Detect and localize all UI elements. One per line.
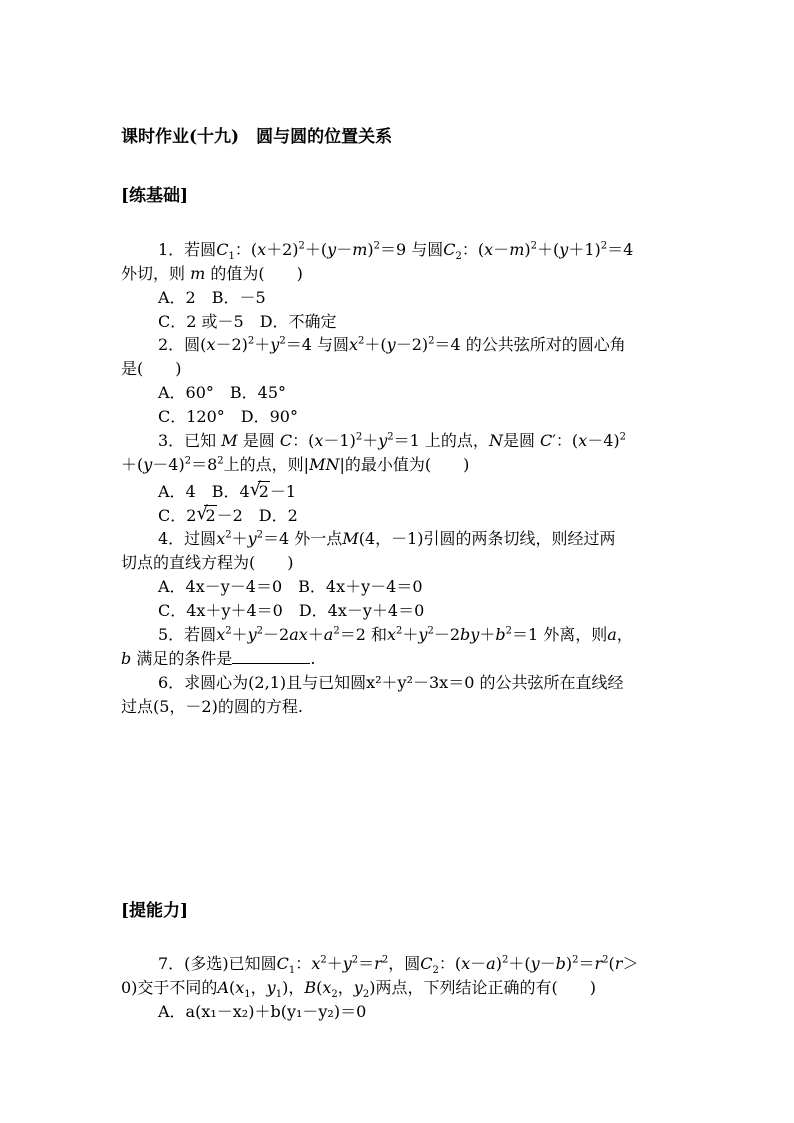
question-3-line-1: 3．已知 M 是圆 C：$(x-1)^2+y^2=1$ 上的点，N是圆 C′：$(x-4)^2$ [158, 431, 627, 450]
question-5-line-2: b 满足的条件是 . [121, 649, 316, 668]
question-4-line-1: 4．过圆$x^2+y^2=4$ 外一点M(4，－1)引圆的两条切线，则经过两 [158, 529, 616, 548]
question-1-line-1: 1．若圆$C_1$：$(x+2)^2+(y-m)^2=9$ 与圆$C_2$：$(x-m)^2+(y+1)^2=4$ [158, 240, 634, 263]
section-heading-advanced: [提能力] [121, 901, 189, 921]
question-3-options-ab: A．4 B．4 √ 2－1 [158, 479, 297, 501]
question-2-line-1: 2．圆$(x-2)^2+y^2=4$ 与圆$x^2+(y-2)^2=4$ 的公共弦所对的圆心角 [158, 335, 626, 354]
question-2-line-2: 是( ) [121, 359, 182, 378]
answer-blank[interactable] [232, 649, 310, 664]
question-6-line-2: 过点(5，－2)的圆的方程. [121, 697, 303, 716]
question-2-options-ab: A．60° B．45° [158, 383, 287, 402]
question-4-line-2: 切点的直线方程为( ) [121, 553, 294, 572]
page-title: 课时作业(十九) 圆与圆的位置关系 [121, 127, 393, 147]
question-4-options-ab: A．4x－y－4＝0 B．4x＋y－4＝0 [158, 577, 423, 596]
section-heading-basic: [练基础] [121, 186, 189, 206]
question-7-line-2: 0)交于不同的$A(x_1$，$y_1$)，$B(x_2$，$y_2$)两点，下列结论正确的有( ) [121, 978, 596, 1001]
question-4-options-cd: C．4x＋y＋4＝0 D．4x－y＋4＝0 [158, 601, 425, 620]
sqrt-2: √ 2 [196, 503, 216, 525]
question-6-line-1: 6．求圆心为(2,1)且与已知圆x²＋y²－3x＝0 的公共弦所在直线经 [158, 673, 624, 692]
question-1-options-cd: C．2 或－5 D．不确定 [158, 312, 337, 331]
question-7-option-a: A．a(x₁－x₂)＋b(y₁－y₂)＝0 [158, 1002, 367, 1021]
question-1-options-ab: A．2 B．－5 [158, 288, 266, 307]
sqrt-2: √ 2 [249, 479, 269, 501]
question-3-options-cd: C．2 √ 2－2 D．2 [158, 503, 298, 525]
question-2-options-cd: C．120° D．90° [158, 407, 298, 426]
question-3-line-2: $+(y-4)^2=8^2$上的点，则|MN|的最小值为( ) [121, 455, 470, 474]
question-7-line-1: 7．(多选)已知圆$C_1$：$x^2+y^2=r^2$，圆$C_2$：$(x-a)^2+(y-b)^2=r^2(r>$ [158, 954, 639, 977]
question-1-line-2: 外切，则 m 的值为( ) [121, 264, 303, 283]
question-5-line-1: 5．若圆$x^2+y^2-2ax+a^2=2$ 和$x^2+y^2-2by+b^2=1$ 外离，则a， [158, 625, 633, 644]
